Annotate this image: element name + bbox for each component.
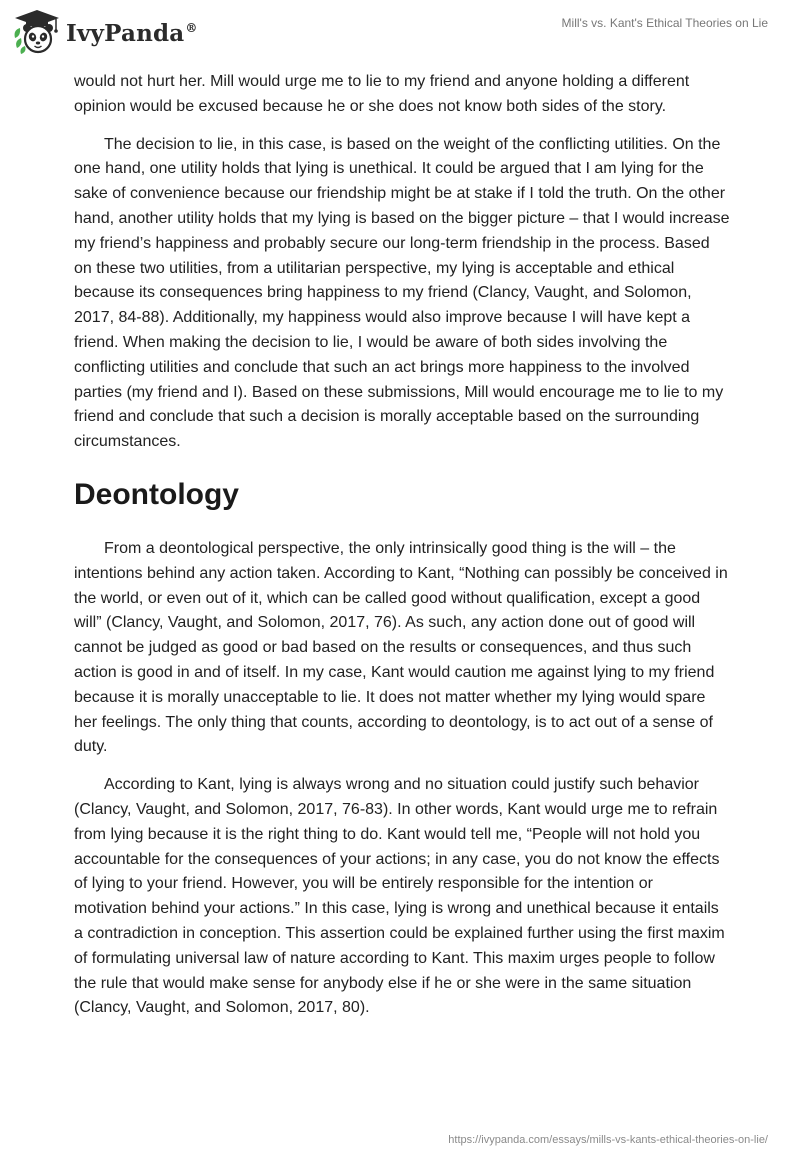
- logo-wordmark: [66, 20, 198, 47]
- panda-graduate-icon: [12, 8, 62, 56]
- paragraph-continuation: would not hurt her. Mill would urge me to lie to my friend and anyone holding a different opinion would be excused because he or she does not know both sides of the story.: [74, 73, 690, 115]
- paragraph-utilities: The decision to lie, in this case, is based on the weight of the conflicting utilities. On the one hand, one utility holds that lying is unethical. It could be argued that I am lying for the sake of convenience because our friendship might be at stake if I told the truth. On the other hand, another utility holds that my lying is based on the bigger picture – that I would increase my friend’s happiness and probably secure our long-term friendship in the process. Based on these two utilities, from a utilitarian perspective, my lying is acceptable and ethical because its consequences bring happiness to my friend (Clancy, Vaught, and Solomon, 2017, 84-88). Additionally, my happiness would also improve because I will have kept a friend. When making the decision to lie, I would be aware of both sides involving the conflicting utilities and conclude that such an act brings more happiness to the involved parties (my friend and I). Based on these submissions, Mill would encourage me to lie to my friend and conclude that such a decision is morally acceptable based on the surrounding circumstances.: [74, 135, 730, 451]
- section-heading-deontology: Deontology: [74, 477, 239, 511]
- page-header: [0, 0, 800, 64]
- logo-registered-mark: ®: [185, 20, 198, 35]
- logo-text: IvyPanda: [66, 19, 185, 47]
- source-url[interactable]: https://ivypanda.com/essays/mills-vs-kants-ethical-theories-on-lie/: [448, 1134, 768, 1146]
- paragraph-deontological-perspective: From a deontological perspective, the only intrinsically good thing is the will – the intentions behind any action taken. According to Kant, “Nothing can possibly be conceived in the world, or even out of it, which can be called good without qualification, except a good will” (Clancy, Vaught, and Solomon, 2017, 76). As such, any action done out of good will cannot be judged as good or bad based on the results or consequences, and thus such action is good in and of itself. In my case, Kant would caution me against lying to my friend because it is morally unacceptable to lie. It does not matter whether my lying would spare her feelings. The only thing that counts, according to deontology, is to act out of a sense of duty.: [74, 539, 728, 756]
- running-title: Mill's vs. Kant's Ethical Theories on Lie: [561, 16, 768, 30]
- paragraph-kant-lying: According to Kant, lying is always wrong and no situation could justify such behavior (Clancy, Vaught, and Solomon, 2017, 76-83). In other words, Kant would urge me to refrain from lying because it is the right thing to do. Kant would tell me, “People will not hold you accountable for the consequences of your actions; in any case, you do not know the effects of lying to your friend. However, you will be entirely responsible for the intention or motivation behind your actions.” In this case, lying is wrong and unethical because it entails a contradiction in conception. This assertion could be explained further using the first maxim of formulating universal law of nature according to Kant. This maxim urges people to follow the rule that would make sense for anybody else if he or she were in the same situation (Clancy, Vaught, and Solomon, 2017, 80).: [74, 776, 725, 1017]
- essay-body: [74, 70, 730, 1034]
- ivypanda-logo[interactable]: [12, 8, 198, 56]
